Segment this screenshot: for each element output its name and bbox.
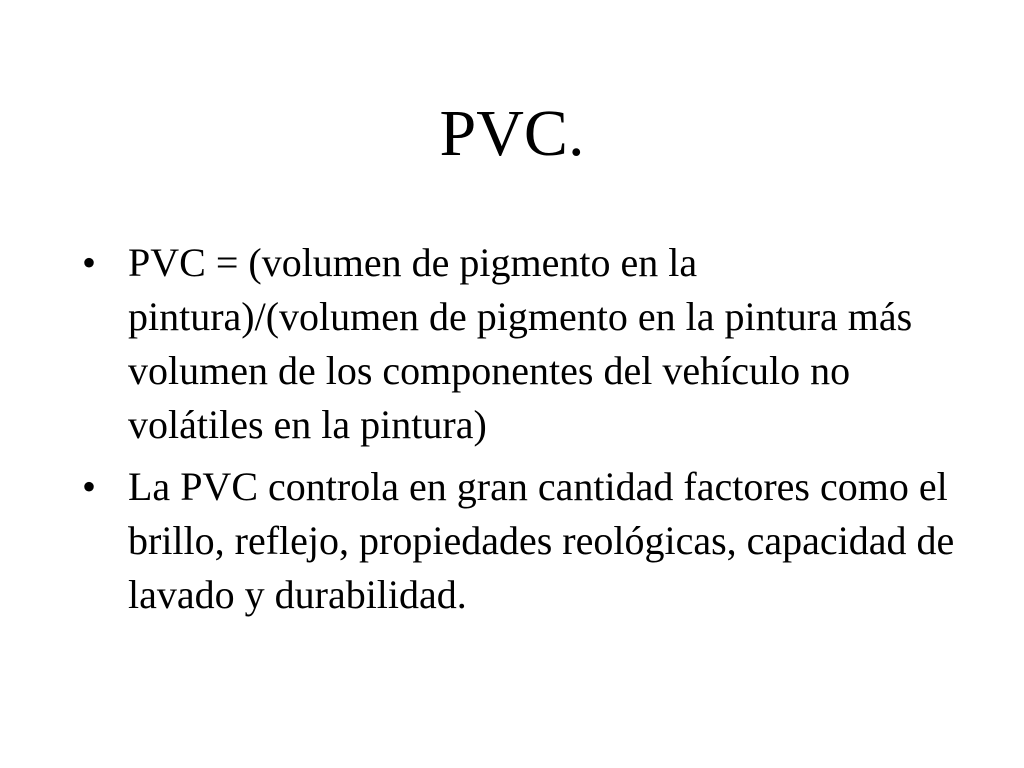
slide-title: PVC. (439, 97, 585, 170)
bullet-item-pvc-effects (82, 460, 962, 622)
bullet-list (82, 236, 962, 630)
bullet-item-pvc-definition (82, 236, 962, 452)
bullet-text: PVC = (volumen de pigmento en la pintura)/(volumen de pigmento en la pintura más volumen de los componentes del vehículo no volátiles en la pintura) (128, 240, 913, 447)
bullet-icon: • (82, 464, 97, 509)
bullet-icon: • (82, 240, 97, 285)
bullet-text: La PVC controla en gran cantidad factores como el brillo, reflejo, propiedades reológicas, capacidad de lavado y durabilidad. (128, 464, 955, 617)
